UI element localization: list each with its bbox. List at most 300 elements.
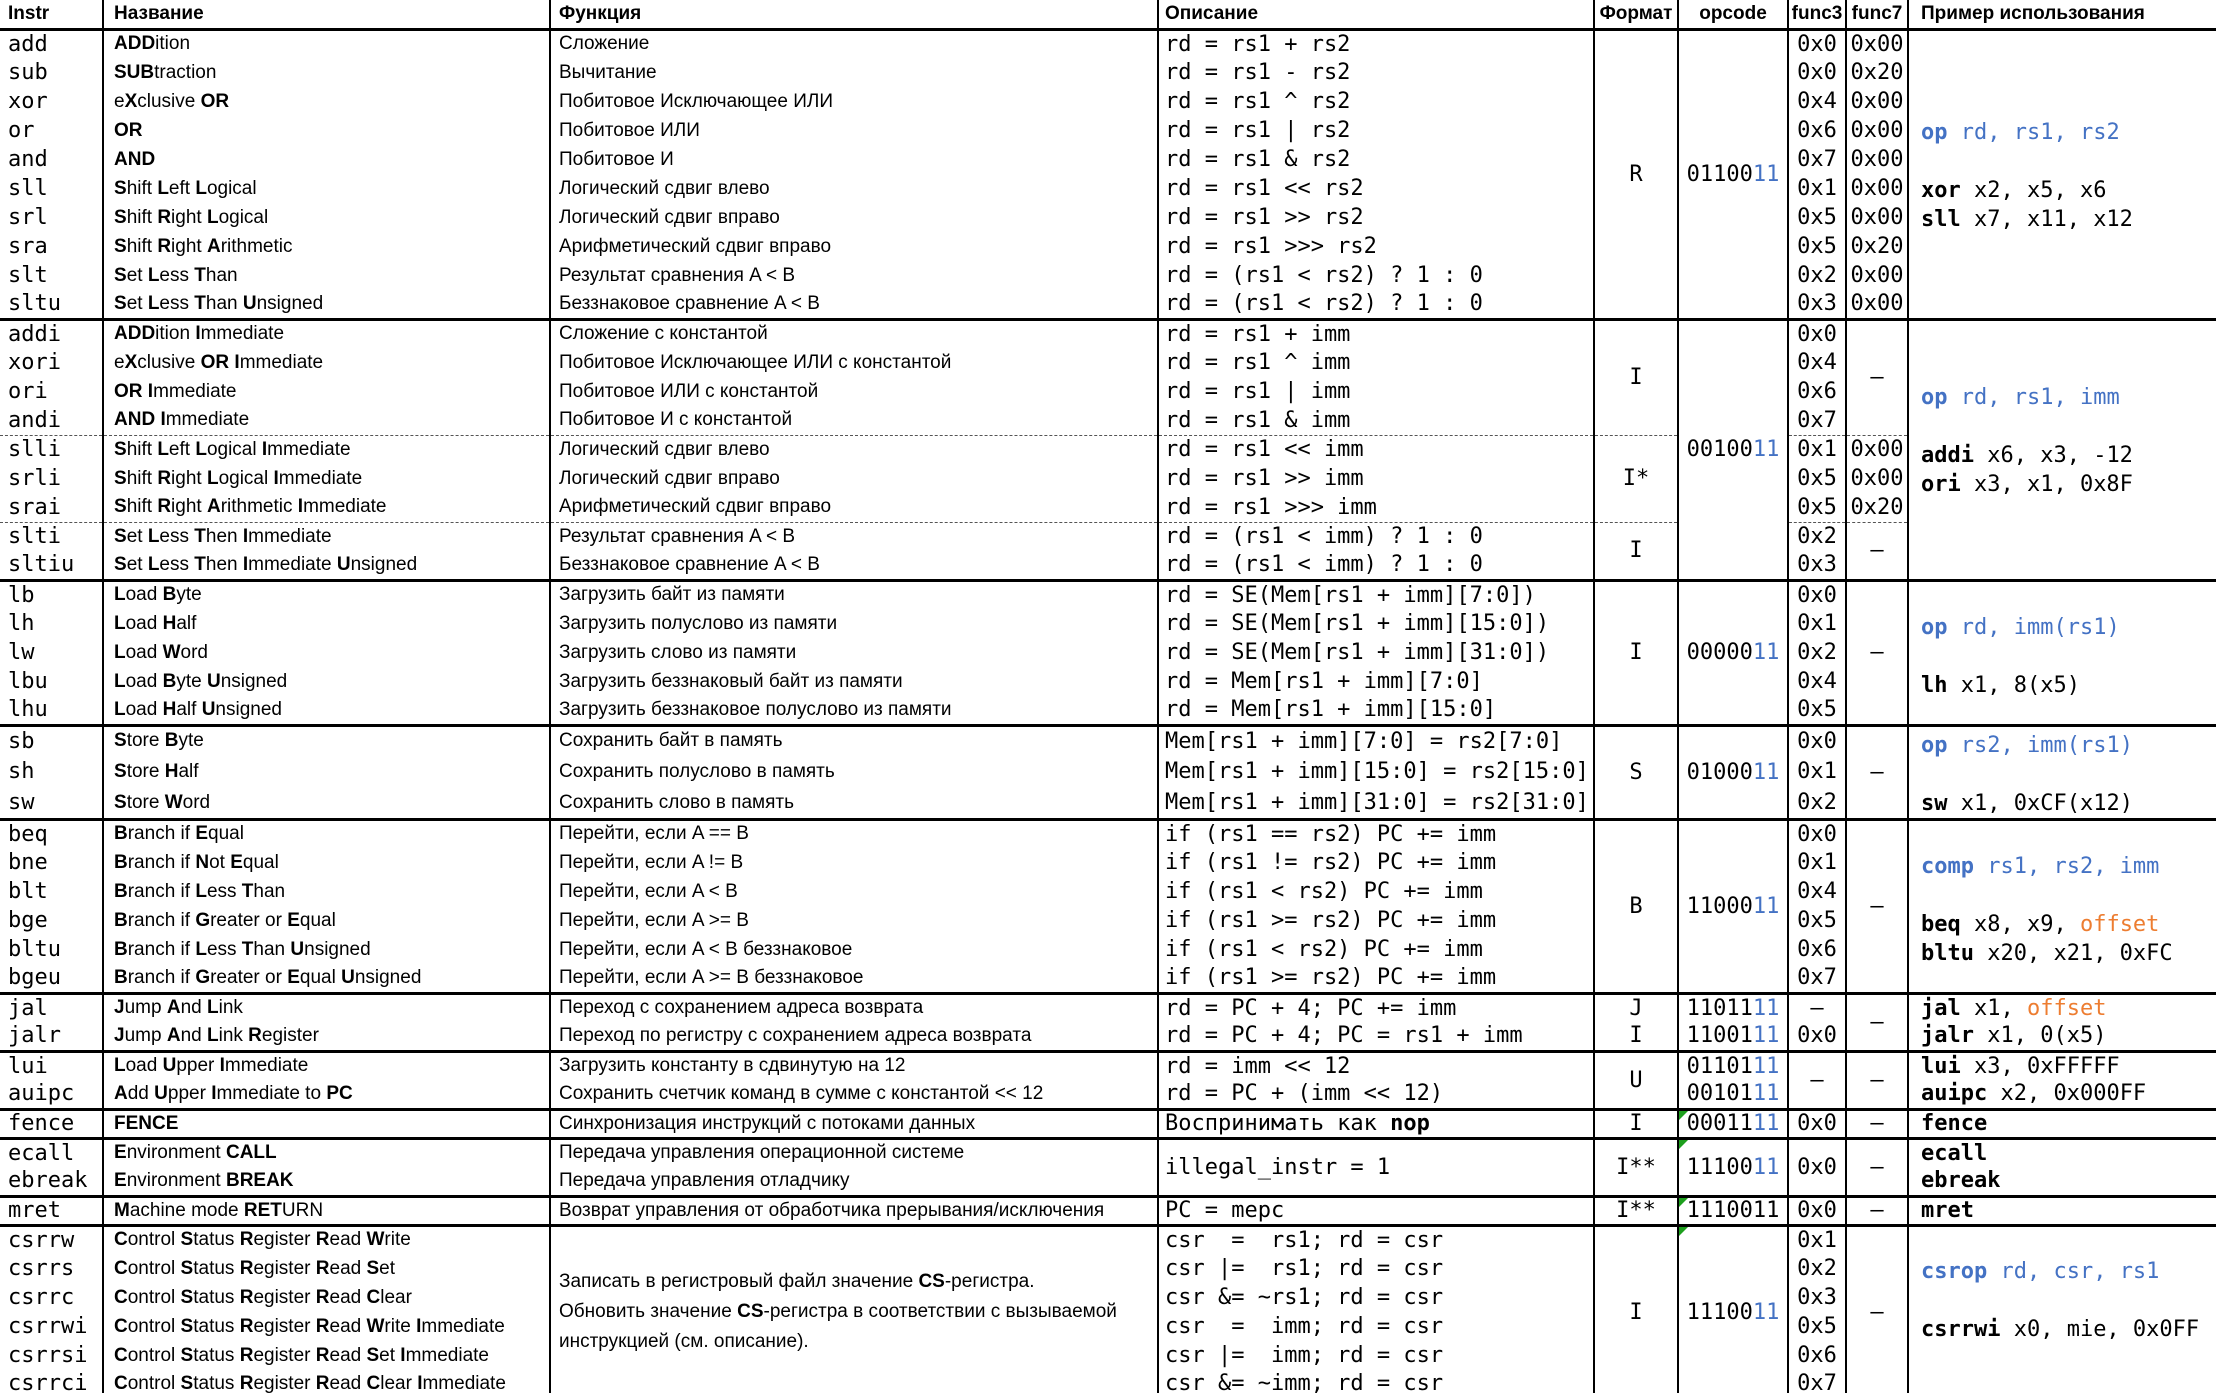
- cell-lb-instr[interactable]: lb: [0, 580, 103, 609]
- cell-bltu-name[interactable]: Branch if Less Than Unsigned: [103, 935, 550, 964]
- cell-func3-0-3[interactable]: 0x6: [1788, 116, 1846, 145]
- cell-example-4-0[interactable]: comp rs1, rs2, imm beq x8, x9, offset bltu x20, x21, 0xFC: [1908, 819, 2216, 993]
- cell-func7-0-8[interactable]: 0x00: [1846, 261, 1908, 290]
- cell-csrrw-name[interactable]: Control Status Register Read Write: [103, 1225, 550, 1254]
- cell-ecall-name[interactable]: Environment CALL: [103, 1138, 550, 1167]
- cell-xori-desc[interactable]: rd = rs1 ^ imm: [1158, 348, 1594, 377]
- cell-csrrci-desc[interactable]: csr &= ~imm; rd = csr: [1158, 1370, 1594, 1393]
- cell-sltu-name[interactable]: Set Less Than Unsigned: [103, 290, 550, 319]
- cell-andi-instr[interactable]: andi: [0, 406, 103, 435]
- cell-lb-name[interactable]: Load Byte: [103, 580, 550, 609]
- cell-fence-desc[interactable]: Воспринимать как nop: [1158, 1109, 1594, 1138]
- cell-func7-0-1[interactable]: 0x20: [1846, 58, 1908, 87]
- cell-format-3-0[interactable]: S: [1594, 725, 1678, 819]
- cell-or-func[interactable]: Побитовое ИЛИ: [550, 116, 1158, 145]
- cell-csrrc-name[interactable]: Control Status Register Read Clear: [103, 1283, 550, 1312]
- cell-func3-0-5[interactable]: 0x1: [1788, 174, 1846, 203]
- cell-func3-4-1[interactable]: 0x1: [1788, 848, 1846, 877]
- cell-example-6-0[interactable]: lui x3, 0xFFFFF: [1908, 1051, 2216, 1080]
- cell-opcode-10-0[interactable]: 1110011: [1678, 1225, 1788, 1393]
- cell-sub-name[interactable]: SUBtraction: [103, 58, 550, 87]
- col-header-func3: func3: [1788, 0, 1846, 29]
- cell-example-9-0[interactable]: mret: [1908, 1196, 2216, 1225]
- cell-slt-func[interactable]: Результат сравнения A < B: [550, 261, 1158, 290]
- cell-sw-desc[interactable]: Mem[rs1 + imm][31:0] = rs2[31:0]: [1158, 788, 1594, 819]
- cell-beq-func[interactable]: Перейти, если A == B: [550, 819, 1158, 848]
- cell-format-1-4[interactable]: I*: [1594, 435, 1678, 522]
- cell-lh-instr[interactable]: lh: [0, 609, 103, 638]
- cell-addi-instr[interactable]: addi: [0, 319, 103, 348]
- cell-func3-0-4[interactable]: 0x7: [1788, 145, 1846, 174]
- cell-format-9-0[interactable]: I**: [1594, 1196, 1678, 1225]
- cell-func3-6-0[interactable]: –: [1788, 1051, 1846, 1109]
- cell-srai-desc[interactable]: rd = rs1 >>> imm: [1158, 493, 1594, 522]
- cell-opcode-9-0[interactable]: 1110011: [1678, 1196, 1788, 1225]
- cell-bgeu-desc[interactable]: if (rs1 >= rs2) PC += imm: [1158, 964, 1594, 993]
- cell-sll-desc[interactable]: rd = rs1 << rs2: [1158, 174, 1594, 203]
- cell-fence-func[interactable]: Синхронизация инструкций с потоками данных: [550, 1109, 1158, 1138]
- cell-func7-9-0[interactable]: –: [1846, 1196, 1908, 1225]
- cell-sw-func[interactable]: Сохранить слово в память: [550, 788, 1158, 819]
- cell-slti-desc[interactable]: rd = (rs1 < imm) ? 1 : 0: [1158, 522, 1594, 551]
- col-header-desc: Описание: [1158, 0, 1594, 29]
- cell-func3-7-0[interactable]: 0x0: [1788, 1109, 1846, 1138]
- cell-slt-name[interactable]: Set Less Than: [103, 261, 550, 290]
- cell-format-10-0[interactable]: I: [1594, 1225, 1678, 1393]
- cell-beq-name[interactable]: Branch if Equal: [103, 819, 550, 848]
- cell-func7-2-0[interactable]: –: [1846, 580, 1908, 725]
- cell-lw-func[interactable]: Загрузить слово из памяти: [550, 638, 1158, 667]
- cell-func3-0-2[interactable]: 0x4: [1788, 87, 1846, 116]
- cell-func3-3-0[interactable]: 0x0: [1788, 725, 1846, 756]
- cell-func3-2-2[interactable]: 0x2: [1788, 638, 1846, 667]
- cell-srl-desc[interactable]: rd = rs1 >> rs2: [1158, 203, 1594, 232]
- cell-sh-desc[interactable]: Mem[rs1 + imm][15:0] = rs2[15:0]: [1158, 756, 1594, 787]
- cell-csrrwi-instr[interactable]: csrrwi: [0, 1312, 103, 1341]
- cell-srai-instr[interactable]: srai: [0, 493, 103, 522]
- cell-slli-desc[interactable]: rd = rs1 << imm: [1158, 435, 1594, 464]
- cell-jalr-instr[interactable]: jalr: [0, 1022, 103, 1051]
- cell-group8-desc[interactable]: illegal_instr = 1: [1158, 1138, 1594, 1196]
- cell-bgeu-instr[interactable]: bgeu: [0, 964, 103, 993]
- cell-func7-1-6[interactable]: 0x20: [1846, 493, 1908, 522]
- cell-sub-desc[interactable]: rd = rs1 - rs2: [1158, 58, 1594, 87]
- cell-lh-func[interactable]: Загрузить полуслово из памяти: [550, 609, 1158, 638]
- cell-mret-func[interactable]: Возврат управления от обработчика прерывания/исключения: [550, 1196, 1158, 1225]
- cell-func3-4-3[interactable]: 0x5: [1788, 906, 1846, 935]
- cell-bne-name[interactable]: Branch if Not Equal: [103, 848, 550, 877]
- cell-ori-name[interactable]: OR Immediate: [103, 377, 550, 406]
- cell-sltu-desc[interactable]: rd = (rs1 < rs2) ? 1 : 0: [1158, 290, 1594, 319]
- cell-sw-name[interactable]: Store Word: [103, 788, 550, 819]
- cell-jal-desc[interactable]: rd = PC + 4; PC += imm: [1158, 993, 1594, 1022]
- cell-xori-func[interactable]: Побитовое Исключающее ИЛИ с константой: [550, 348, 1158, 377]
- cell-func3-1-1[interactable]: 0x4: [1788, 348, 1846, 377]
- cell-srli-func[interactable]: Логический сдвиг вправо: [550, 464, 1158, 493]
- cell-format-1-0[interactable]: I: [1594, 319, 1678, 435]
- cell-func3-10-4[interactable]: 0x6: [1788, 1341, 1846, 1370]
- cell-func3-0-9[interactable]: 0x3: [1788, 290, 1846, 319]
- cell-slli-func[interactable]: Логический сдвиг влево: [550, 435, 1158, 464]
- cell-srl-name[interactable]: Shift Right Logical: [103, 203, 550, 232]
- cell-beq-instr[interactable]: beq: [0, 819, 103, 848]
- cell-func3-10-3[interactable]: 0x5: [1788, 1312, 1846, 1341]
- cell-bge-name[interactable]: Branch if Greater or Equal: [103, 906, 550, 935]
- cell-format-6-0[interactable]: U: [1594, 1051, 1678, 1109]
- cell-func3-9-0[interactable]: 0x0: [1788, 1196, 1846, 1225]
- cell-func3-2-0[interactable]: 0x0: [1788, 580, 1846, 609]
- cell-bne-func[interactable]: Перейти, если A != B: [550, 848, 1158, 877]
- col-header-opcode: opcode: [1678, 0, 1788, 29]
- cell-csrrci-name[interactable]: Control Status Register Read Clear Immediate: [103, 1370, 550, 1393]
- cell-bgeu-func[interactable]: Перейти, если A >= B беззнаковое: [550, 964, 1158, 993]
- cell-addi-desc[interactable]: rd = rs1 + imm: [1158, 319, 1594, 348]
- cell-or-instr[interactable]: or: [0, 116, 103, 145]
- cell-func3-2-4[interactable]: 0x5: [1788, 696, 1846, 725]
- cell-bne-instr[interactable]: bne: [0, 848, 103, 877]
- cell-format-5-0[interactable]: J: [1594, 993, 1678, 1022]
- cell-group10-func[interactable]: Записать в регистровый файл значение CS-регистра. Обновить значение CS-регистра в соответствии с вызываемой инструкцией (см. описание).: [550, 1225, 1158, 1393]
- cell-func7-7-0[interactable]: –: [1846, 1109, 1908, 1138]
- cell-sltiu-instr[interactable]: sltiu: [0, 551, 103, 580]
- cell-lbu-name[interactable]: Load Byte Unsigned: [103, 667, 550, 696]
- cell-auipc-instr[interactable]: auipc: [0, 1080, 103, 1109]
- cell-csrrsi-name[interactable]: Control Status Register Read Set Immediate: [103, 1341, 550, 1370]
- cell-func3-0-7[interactable]: 0x5: [1788, 232, 1846, 261]
- cell-csrrwi-desc[interactable]: csr = imm; rd = csr: [1158, 1312, 1594, 1341]
- cell-opcode-0-0[interactable]: 0110011: [1678, 29, 1788, 319]
- cell-and-instr[interactable]: and: [0, 145, 103, 174]
- cell-example-1-0[interactable]: op rd, rs1, imm addi x6, x3, -12 ori x3, x1, 0x8F: [1908, 319, 2216, 580]
- row-lb: [0, 580, 2216, 609]
- cell-sb-instr[interactable]: sb: [0, 725, 103, 756]
- cell-func7-5-0[interactable]: –: [1846, 993, 1908, 1051]
- cell-sh-name[interactable]: Store Half: [103, 756, 550, 787]
- cell-example-0-0[interactable]: op rd, rs1, rs2 xor x2, x5, x6 sll x7, x11, x12: [1908, 29, 2216, 319]
- cell-lh-name[interactable]: Load Half: [103, 609, 550, 638]
- cell-and-desc[interactable]: rd = rs1 & rs2: [1158, 145, 1594, 174]
- cell-srli-name[interactable]: Shift Right Logical Immediate: [103, 464, 550, 493]
- cell-func3-1-0[interactable]: 0x0: [1788, 319, 1846, 348]
- cell-lw-name[interactable]: Load Word: [103, 638, 550, 667]
- cell-sll-name[interactable]: Shift Left Logical: [103, 174, 550, 203]
- cell-slli-name[interactable]: Shift Left Logical Immediate: [103, 435, 550, 464]
- cell-ori-instr[interactable]: ori: [0, 377, 103, 406]
- cell-opcode-5-0[interactable]: 1101111: [1678, 993, 1788, 1022]
- cell-opcode-1-0[interactable]: 0010011: [1678, 319, 1788, 580]
- cell-csrrwi-name[interactable]: Control Status Register Read Write Immediate: [103, 1312, 550, 1341]
- cell-func3-1-5[interactable]: 0x5: [1788, 464, 1846, 493]
- cell-csrrw-desc[interactable]: csr = rs1; rd = csr: [1158, 1225, 1594, 1254]
- cell-sll-func[interactable]: Логический сдвиг влево: [550, 174, 1158, 203]
- cell-xori-instr[interactable]: xori: [0, 348, 103, 377]
- cell-lh-desc[interactable]: rd = SE(Mem[rs1 + imm][15:0]): [1158, 609, 1594, 638]
- cell-func3-10-1[interactable]: 0x2: [1788, 1254, 1846, 1283]
- cell-example-8-1[interactable]: ebreak: [1908, 1167, 2216, 1196]
- cell-example-10-0[interactable]: csrop rd, csr, rs1 csrrwi x0, mie, 0x0FF: [1908, 1225, 2216, 1393]
- cell-csrrc-instr[interactable]: csrrc: [0, 1283, 103, 1312]
- cell-lhu-name[interactable]: Load Half Unsigned: [103, 696, 550, 725]
- cell-func7-0-9[interactable]: 0x00: [1846, 290, 1908, 319]
- cell-auipc-desc[interactable]: rd = PC + (imm << 12): [1158, 1080, 1594, 1109]
- cell-func3-4-2[interactable]: 0x4: [1788, 877, 1846, 906]
- cell-sltiu-name[interactable]: Set Less Then Immediate Unsigned: [103, 551, 550, 580]
- cell-blt-desc[interactable]: if (rs1 < rs2) PC += imm: [1158, 877, 1594, 906]
- row-sltu: [0, 290, 2216, 319]
- cell-lhu-desc[interactable]: rd = Mem[rs1 + imm][15:0]: [1158, 696, 1594, 725]
- cell-jalr-func[interactable]: Переход по регистру с сохранением адреса возврата: [550, 1022, 1158, 1051]
- cell-mret-instr[interactable]: mret: [0, 1196, 103, 1225]
- cell-add-desc[interactable]: rd = rs1 + rs2: [1158, 29, 1594, 58]
- cell-xor-func[interactable]: Побитовое Исключающее ИЛИ: [550, 87, 1158, 116]
- cell-xor-instr[interactable]: xor: [0, 87, 103, 116]
- cell-ebreak-func[interactable]: Передача управления отладчику: [550, 1167, 1158, 1196]
- cell-func3-8-0[interactable]: 0x0: [1788, 1138, 1846, 1196]
- cell-srai-name[interactable]: Shift Right Arithmetic Immediate: [103, 493, 550, 522]
- cell-func7-0-6[interactable]: 0x00: [1846, 203, 1908, 232]
- cell-sra-name[interactable]: Shift Right Arithmetic: [103, 232, 550, 261]
- cell-opcode-6-1[interactable]: 0010111: [1678, 1080, 1788, 1109]
- cell-sh-func[interactable]: Сохранить полуслово в память: [550, 756, 1158, 787]
- cell-blt-func[interactable]: Перейти, если A < B: [550, 877, 1158, 906]
- cell-jalr-desc[interactable]: rd = PC + 4; PC = rs1 + imm: [1158, 1022, 1594, 1051]
- cell-func3-1-8[interactable]: 0x3: [1788, 551, 1846, 580]
- cell-lbu-desc[interactable]: rd = Mem[rs1 + imm][7:0]: [1158, 667, 1594, 696]
- cell-func7-1-7[interactable]: –: [1846, 522, 1908, 580]
- cell-mret-desc[interactable]: PC = mepc: [1158, 1196, 1594, 1225]
- cell-mret-name[interactable]: Machine mode RETURN: [103, 1196, 550, 1225]
- cell-lui-func[interactable]: Загрузить константу в сдвинутую на 12: [550, 1051, 1158, 1080]
- cell-or-name[interactable]: OR: [103, 116, 550, 145]
- cell-opcode-3-0[interactable]: 0100011: [1678, 725, 1788, 819]
- cell-addi-name[interactable]: ADDition Immediate: [103, 319, 550, 348]
- cell-slli-instr[interactable]: slli: [0, 435, 103, 464]
- cell-func7-8-0[interactable]: –: [1846, 1138, 1908, 1196]
- cell-func7-0-2[interactable]: 0x00: [1846, 87, 1908, 116]
- cell-slti-name[interactable]: Set Less Then Immediate: [103, 522, 550, 551]
- cell-andi-desc[interactable]: rd = rs1 & imm: [1158, 406, 1594, 435]
- cell-sh-instr[interactable]: sh: [0, 756, 103, 787]
- cell-format-1-7[interactable]: I: [1594, 522, 1678, 580]
- cell-sub-instr[interactable]: sub: [0, 58, 103, 87]
- cell-bgeu-name[interactable]: Branch if Greater or Equal Unsigned: [103, 964, 550, 993]
- cell-example-8-0[interactable]: ecall: [1908, 1138, 2216, 1167]
- cell-xori-name[interactable]: eXclusive OR Immediate: [103, 348, 550, 377]
- cell-slti-instr[interactable]: slti: [0, 522, 103, 551]
- cell-func3-0-0[interactable]: 0x0: [1788, 29, 1846, 58]
- cell-csrrsi-instr[interactable]: csrrsi: [0, 1341, 103, 1370]
- cell-sb-name[interactable]: Store Byte: [103, 725, 550, 756]
- cell-ori-func[interactable]: Побитовое ИЛИ с константой: [550, 377, 1158, 406]
- cell-opcode-8-0[interactable]: 1110011: [1678, 1138, 1788, 1196]
- cell-add-instr[interactable]: add: [0, 29, 103, 58]
- cell-func3-5-0[interactable]: –: [1788, 993, 1846, 1022]
- cell-opcode-4-0[interactable]: 1100011: [1678, 819, 1788, 993]
- cell-func3-4-5[interactable]: 0x7: [1788, 964, 1846, 993]
- cell-format-5-1[interactable]: I: [1594, 1022, 1678, 1051]
- cell-csrrc-desc[interactable]: csr &= ~rs1; rd = csr: [1158, 1283, 1594, 1312]
- cell-ecall-instr[interactable]: ecall: [0, 1138, 103, 1167]
- cell-csrrs-instr[interactable]: csrrs: [0, 1254, 103, 1283]
- cell-func3-1-4[interactable]: 0x1: [1788, 435, 1846, 464]
- cell-srai-func[interactable]: Арифметический сдвиг вправо: [550, 493, 1158, 522]
- cell-sltiu-func[interactable]: Беззнаковое сравнение A < B: [550, 551, 1158, 580]
- cell-slti-func[interactable]: Результат сравнения A < B: [550, 522, 1158, 551]
- cell-lbu-instr[interactable]: lbu: [0, 667, 103, 696]
- cell-sltiu-desc[interactable]: rd = (rs1 < imm) ? 1 : 0: [1158, 551, 1594, 580]
- cell-sb-func[interactable]: Сохранить байт в память: [550, 725, 1158, 756]
- cell-example-5-1[interactable]: jalr x1, 0(x5): [1908, 1022, 2216, 1051]
- cell-and-name[interactable]: AND: [103, 145, 550, 174]
- cell-jal-func[interactable]: Переход с сохранением адреса возврата: [550, 993, 1158, 1022]
- cell-csrrsi-desc[interactable]: csr |= imm; rd = csr: [1158, 1341, 1594, 1370]
- cell-func7-4-0[interactable]: –: [1846, 819, 1908, 993]
- cell-lhu-instr[interactable]: lhu: [0, 696, 103, 725]
- cell-sll-instr[interactable]: sll: [0, 174, 103, 203]
- cell-func3-1-2[interactable]: 0x6: [1788, 377, 1846, 406]
- cell-opcode-2-0[interactable]: 0000011: [1678, 580, 1788, 725]
- col-header-example: Пример использования: [1908, 0, 2216, 29]
- cell-sltu-instr[interactable]: sltu: [0, 290, 103, 319]
- cell-srl-instr[interactable]: srl: [0, 203, 103, 232]
- cell-jalr-name[interactable]: Jump And Link Register: [103, 1022, 550, 1051]
- cell-func7-3-0[interactable]: –: [1846, 725, 1908, 819]
- cell-opcode-5-1[interactable]: 1100111: [1678, 1022, 1788, 1051]
- cell-ecall-func[interactable]: Передача управления операционной системе: [550, 1138, 1158, 1167]
- cell-or-desc[interactable]: rd = rs1 | rs2: [1158, 116, 1594, 145]
- cell-blt-name[interactable]: Branch if Less Than: [103, 877, 550, 906]
- cell-jal-instr[interactable]: jal: [0, 993, 103, 1022]
- cell-func7-0-0[interactable]: 0x00: [1846, 29, 1908, 58]
- cell-andi-func[interactable]: Побитовое И с константой: [550, 406, 1158, 435]
- cell-format-4-0[interactable]: B: [1594, 819, 1678, 993]
- cell-sb-desc[interactable]: Mem[rs1 + imm][7:0] = rs2[7:0]: [1158, 725, 1594, 756]
- cell-format-8-0[interactable]: I**: [1594, 1138, 1678, 1196]
- cell-bne-desc[interactable]: if (rs1 != rs2) PC += imm: [1158, 848, 1594, 877]
- cell-format-7-0[interactable]: I: [1594, 1109, 1678, 1138]
- cell-lb-func[interactable]: Загрузить байт из памяти: [550, 580, 1158, 609]
- cell-lb-desc[interactable]: rd = SE(Mem[rs1 + imm][7:0]): [1158, 580, 1594, 609]
- cell-sltu-func[interactable]: Беззнаковое сравнение A < B: [550, 290, 1158, 319]
- cell-csrrw-instr[interactable]: csrrw: [0, 1225, 103, 1254]
- cell-add-name[interactable]: ADDition: [103, 29, 550, 58]
- cell-example-5-0[interactable]: jal x1, offset: [1908, 993, 2216, 1022]
- cell-format-0-0[interactable]: R: [1594, 29, 1678, 319]
- cell-srl-func[interactable]: Логический сдвиг вправо: [550, 203, 1158, 232]
- cell-func7-0-5[interactable]: 0x00: [1846, 174, 1908, 203]
- cell-fence-name[interactable]: FENCE: [103, 1109, 550, 1138]
- cell-lhu-func[interactable]: Загрузить беззнаковое полуслово из памяти: [550, 696, 1158, 725]
- cell-func3-0-1[interactable]: 0x0: [1788, 58, 1846, 87]
- cell-bge-func[interactable]: Перейти, если A >= B: [550, 906, 1158, 935]
- cell-auipc-func[interactable]: Сохранить счетчик команд в сумме с константой << 12: [550, 1080, 1158, 1109]
- cell-func3-4-4[interactable]: 0x6: [1788, 935, 1846, 964]
- cell-func3-1-6[interactable]: 0x5: [1788, 493, 1846, 522]
- cell-func3-10-0[interactable]: 0x1: [1788, 1225, 1846, 1254]
- cell-xor-name[interactable]: eXclusive OR: [103, 87, 550, 116]
- cell-srli-desc[interactable]: rd = rs1 >> imm: [1158, 464, 1594, 493]
- cell-func3-10-2[interactable]: 0x3: [1788, 1283, 1846, 1312]
- cell-xor-desc[interactable]: rd = rs1 ^ rs2: [1158, 87, 1594, 116]
- cell-func7-0-4[interactable]: 0x00: [1846, 145, 1908, 174]
- cell-format-2-0[interactable]: I: [1594, 580, 1678, 725]
- cell-jal-name[interactable]: Jump And Link: [103, 993, 550, 1022]
- cell-func3-1-7[interactable]: 0x2: [1788, 522, 1846, 551]
- cell-add-func[interactable]: Сложение: [550, 29, 1158, 58]
- row-srl: [0, 203, 2216, 232]
- cell-and-func[interactable]: Побитовое И: [550, 145, 1158, 174]
- cell-lui-desc[interactable]: rd = imm << 12: [1158, 1051, 1594, 1080]
- cell-example-7-0[interactable]: fence: [1908, 1109, 2216, 1138]
- cell-bltu-instr[interactable]: bltu: [0, 935, 103, 964]
- row-csrrw: [0, 1225, 2216, 1254]
- cell-bltu-desc[interactable]: if (rs1 < rs2) PC += imm: [1158, 935, 1594, 964]
- cell-func7-6-0[interactable]: –: [1846, 1051, 1908, 1109]
- cell-slt-instr[interactable]: slt: [0, 261, 103, 290]
- cell-andi-name[interactable]: AND Immediate: [103, 406, 550, 435]
- cell-lui-instr[interactable]: lui: [0, 1051, 103, 1080]
- cell-bltu-func[interactable]: Перейти, если A < B беззнаковое: [550, 935, 1158, 964]
- cell-csrrs-desc[interactable]: csr |= rs1; rd = csr: [1158, 1254, 1594, 1283]
- cell-func3-1-3[interactable]: 0x7: [1788, 406, 1846, 435]
- cell-ebreak-instr[interactable]: ebreak: [0, 1167, 103, 1196]
- cell-func3-4-0[interactable]: 0x0: [1788, 819, 1846, 848]
- cell-lbu-func[interactable]: Загрузить беззнаковый байт из памяти: [550, 667, 1158, 696]
- cell-func7-0-7[interactable]: 0x20: [1846, 232, 1908, 261]
- cell-bge-instr[interactable]: bge: [0, 906, 103, 935]
- cell-func7-1-5[interactable]: 0x00: [1846, 464, 1908, 493]
- cell-func3-2-3[interactable]: 0x4: [1788, 667, 1846, 696]
- cell-opcode-7-0[interactable]: 0001111: [1678, 1109, 1788, 1138]
- cell-ori-desc[interactable]: rd = rs1 | imm: [1158, 377, 1594, 406]
- cell-func3-3-2[interactable]: 0x2: [1788, 788, 1846, 819]
- cell-lw-instr[interactable]: lw: [0, 638, 103, 667]
- cell-opcode-6-0[interactable]: 0110111: [1678, 1051, 1788, 1080]
- cell-lw-desc[interactable]: rd = SE(Mem[rs1 + imm][31:0]): [1158, 638, 1594, 667]
- cell-sw-instr[interactable]: sw: [0, 788, 103, 819]
- cell-csrrs-name[interactable]: Control Status Register Read Set: [103, 1254, 550, 1283]
- cell-func7-10-0[interactable]: –: [1846, 1225, 1908, 1393]
- cell-func7-1-4[interactable]: 0x00: [1846, 435, 1908, 464]
- cell-addi-func[interactable]: Сложение с константой: [550, 319, 1158, 348]
- cell-example-3-0[interactable]: op rs2, imm(rs1) sw x1, 0xCF(x12): [1908, 725, 2216, 819]
- cell-bge-desc[interactable]: if (rs1 >= rs2) PC += imm: [1158, 906, 1594, 935]
- cell-func7-0-3[interactable]: 0x00: [1846, 116, 1908, 145]
- cell-example-6-1[interactable]: auipc x2, 0x000FF: [1908, 1080, 2216, 1109]
- cell-func3-0-8[interactable]: 0x2: [1788, 261, 1846, 290]
- cell-fence-instr[interactable]: fence: [0, 1109, 103, 1138]
- cell-func3-3-1[interactable]: 0x1: [1788, 756, 1846, 787]
- cell-sub-func[interactable]: Вычитание: [550, 58, 1158, 87]
- cell-example-2-0[interactable]: op rd, imm(rs1) lh x1, 8(x5): [1908, 580, 2216, 725]
- cell-blt-instr[interactable]: blt: [0, 877, 103, 906]
- cell-sra-instr[interactable]: sra: [0, 232, 103, 261]
- cell-csrrci-instr[interactable]: csrrci: [0, 1370, 103, 1393]
- cell-func3-0-6[interactable]: 0x5: [1788, 203, 1846, 232]
- cell-lui-name[interactable]: Load Upper Immediate: [103, 1051, 550, 1080]
- cell-ebreak-name[interactable]: Environment BREAK: [103, 1167, 550, 1196]
- cell-auipc-name[interactable]: Add Upper Immediate to PC: [103, 1080, 550, 1109]
- cell-srli-instr[interactable]: srli: [0, 464, 103, 493]
- cell-func3-2-1[interactable]: 0x1: [1788, 609, 1846, 638]
- cell-slt-desc[interactable]: rd = (rs1 < rs2) ? 1 : 0: [1158, 261, 1594, 290]
- cell-func3-10-5[interactable]: 0x7: [1788, 1370, 1846, 1393]
- cell-func3-5-1[interactable]: 0x0: [1788, 1022, 1846, 1051]
- cell-beq-desc[interactable]: if (rs1 == rs2) PC += imm: [1158, 819, 1594, 848]
- cell-func7-1-0[interactable]: –: [1846, 319, 1908, 435]
- cell-sra-func[interactable]: Арифметический сдвиг вправо: [550, 232, 1158, 261]
- cell-sra-desc[interactable]: rd = rs1 >>> rs2: [1158, 232, 1594, 261]
